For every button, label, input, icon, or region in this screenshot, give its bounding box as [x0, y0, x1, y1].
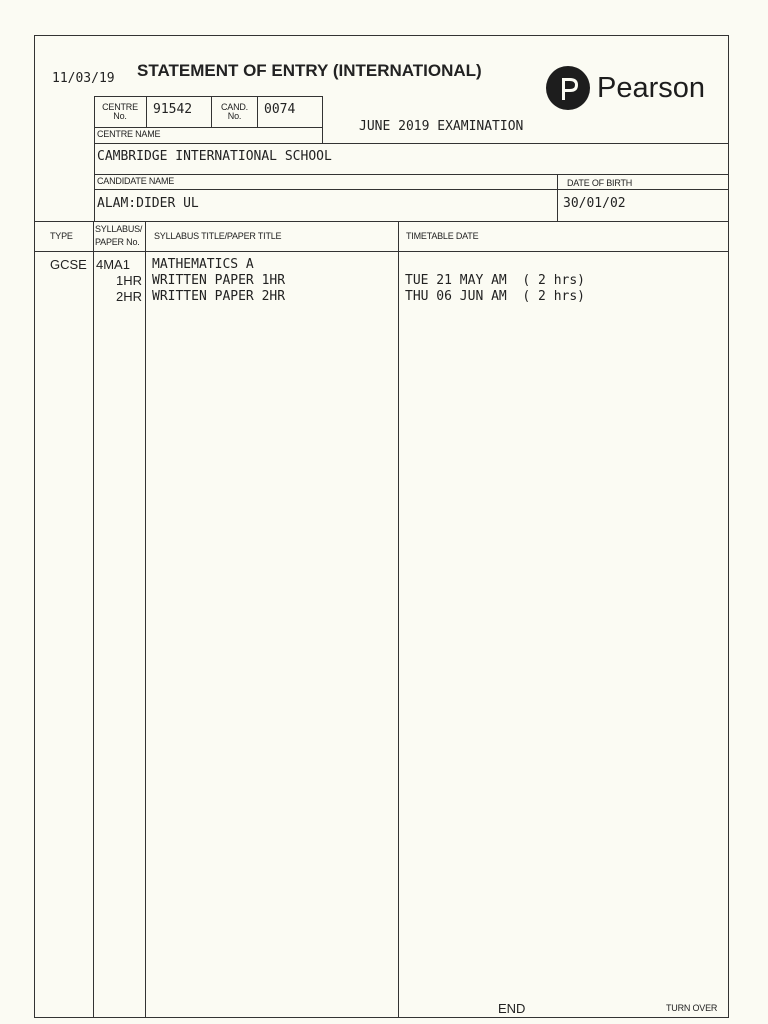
col-header-date: TIMETABLE DATE	[406, 231, 479, 241]
pearson-logo-icon	[546, 66, 590, 110]
cand-number-label: CAND. No.	[220, 102, 248, 121]
candidate-name-label: CANDIDATE NAME	[97, 176, 175, 186]
centre-name-label: CENTRE NAME	[97, 129, 161, 139]
issue-date: 11/03/19	[52, 71, 115, 86]
paper-timetable: TUE 21 MAY AM ( 2 hrs)	[405, 273, 586, 288]
paper-timetable: THU 06 JUN AM ( 2 hrs)	[405, 289, 586, 304]
col-header-syllabus: SYLLABUS/ PAPER No.	[95, 224, 143, 247]
paper-title: WRITTEN PAPER 1HR	[152, 273, 286, 288]
date-of-birth: 30/01/02	[563, 196, 626, 211]
col-header-type: TYPE	[50, 231, 73, 241]
dob-label: DATE OF BIRTH	[567, 178, 633, 188]
centre-number: 91542	[153, 102, 193, 117]
centre-number-label: CENTRE No.	[102, 102, 138, 121]
pearson-wordmark: Pearson	[597, 72, 706, 104]
col-header-title: SYLLABUS TITLE/PAPER TITLE	[154, 231, 282, 241]
entry-type: GCSE	[50, 257, 87, 272]
paper-number: 2HR	[115, 289, 142, 304]
centre-name: CAMBRIDGE INTERNATIONAL SCHOOL	[97, 149, 332, 164]
candidate-name: ALAM:DIDER UL	[97, 196, 199, 211]
turn-over-label: TURN OVER	[666, 1003, 718, 1013]
page-title: STATEMENT OF ENTRY (INTERNATIONAL)	[137, 61, 482, 80]
paper-title: WRITTEN PAPER 2HR	[152, 289, 286, 304]
entry-title: MATHEMATICS A	[152, 257, 254, 272]
cand-number: 0074	[264, 102, 296, 117]
entry-syllabus: 4MA1	[96, 257, 130, 272]
paper-number: 1HR	[115, 273, 142, 288]
exam-session: JUNE 2019 EXAMINATION	[359, 119, 524, 134]
end-marker: END	[498, 1001, 526, 1016]
